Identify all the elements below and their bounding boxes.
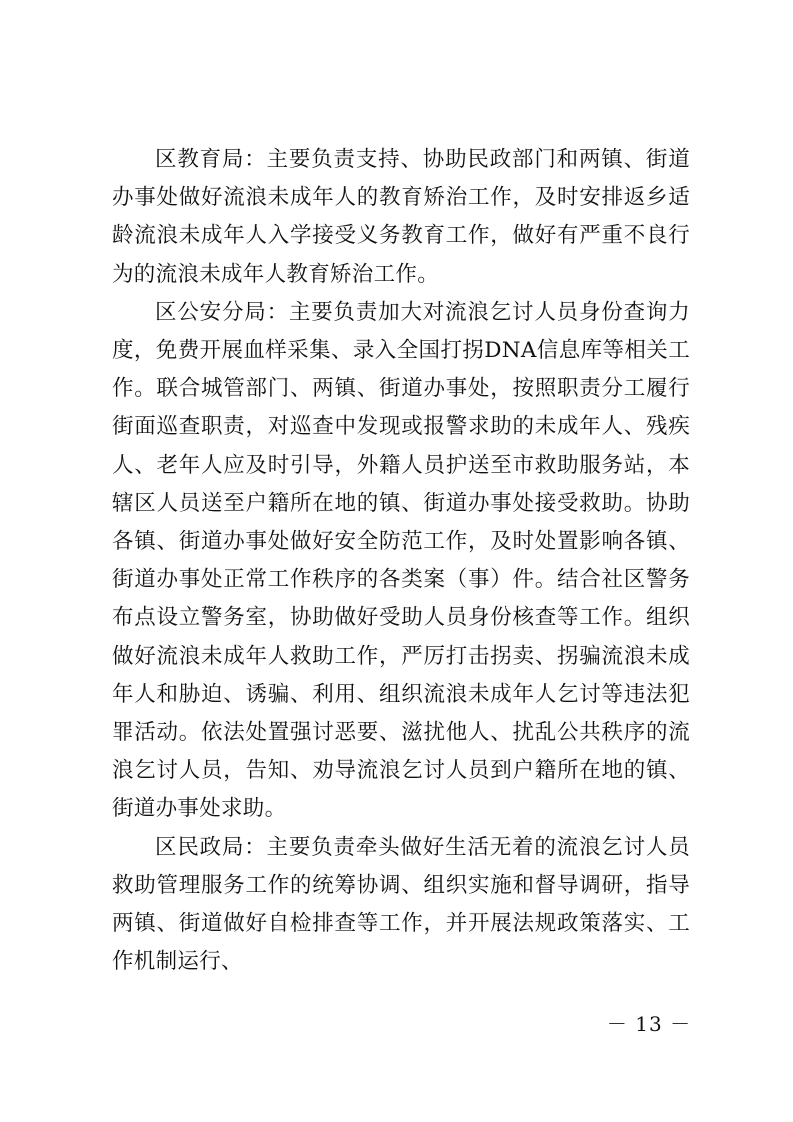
paragraph-civil-affairs-bureau: 区民政局：主要负责牵头做好生活无着的流浪乞讨人员救助管理服务工作的统筹协调、组织实施和督导调研，指导两镇、街道做好自检排查等工作，并开展法规政策落实、工作机制运行、 xyxy=(112,834,690,975)
document-body xyxy=(112,141,690,981)
paragraph-public-security-bureau: 区公安分局：主要负责加大对流浪乞讨人员身份查询力度，免费开展血样采集、录入全国打拐DNA信息库等相关工作。联合城管部门、两镇、街道办事处，按照职责分工履行街面巡查职责，对巡查中发现或报警求助的未成年人、残疾人、老年人应及时引导，外籍人员护送至市救助服务站，本辖区人员送至户籍所在地的镇、街道办事处接受救助。协助各镇、街道办事处做好安全防范工作，及时处置影响各镇、街道办事处正常工作秩序的各类案（事）件。结合社区警务布点设立警务室，协助做好受助人员身份核查等工作。组织做好流浪未成年人救助工作，严厉打击拐卖、拐骗流浪未成年人和胁迫、诱骗、利用、组织流浪未成年人乞讨等违法犯罪活动。依法处置强讨恶要、滋扰他人、扰乱公共秩序的流浪乞讨人员，告知、劝导流浪乞讨人员到户籍所在地的镇、街道办事处求助。 xyxy=(112,299,690,822)
paragraph-education-bureau: 区教育局：主要负责支持、协助民政部门和两镇、街道办事处做好流浪未成年人的教育矫治工作，及时安排返乡适龄流浪未成年人入学接受义务教育工作，做好有严重不良行为的流浪未成年人教育矫治工作。 xyxy=(112,147,690,287)
page-number: － 13 － xyxy=(606,1012,692,1036)
